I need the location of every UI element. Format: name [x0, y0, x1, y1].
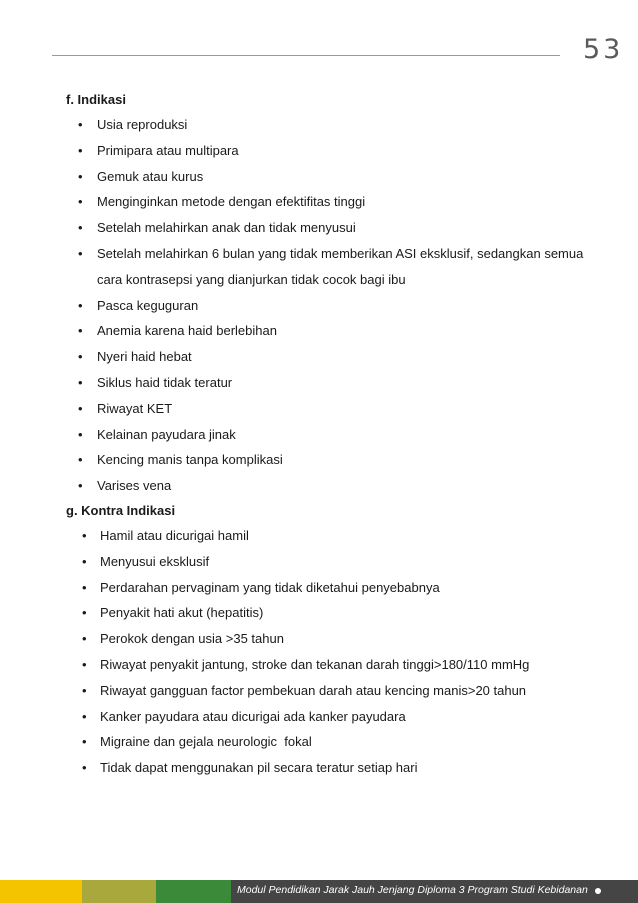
list-item: • Hamil atau dicurigai hamil: [0, 523, 638, 549]
bullet-icon: •: [78, 323, 83, 339]
page-number: 53: [583, 34, 624, 65]
list-item: • Siklus haid tidak teratur: [0, 370, 638, 396]
indikasi-list: [0, 112, 638, 499]
list-item: • Nyeri haid hebat: [0, 344, 638, 370]
list-item: • Perdarahan pervaginam yang tidak diketahui penyebabnya: [0, 575, 638, 601]
list-item: • Perokok dengan usia >35 tahun: [0, 626, 638, 652]
list-item: • Kelainan payudara jinak: [0, 422, 638, 448]
list-item: • Setelah melahirkan 6 bulan yang tidak memberikan ASI eksklusif, sedangkan semua cara kontrasepsi yang dianjurkan tidak cocok bagi ibu: [0, 241, 638, 293]
bullet-icon: •: [82, 528, 87, 543]
bullet-icon: •: [82, 631, 87, 647]
bullet-icon: •: [82, 553, 87, 569]
bullet-icon: •: [78, 349, 83, 365]
section-title-indikasi: f. Indikasi: [66, 92, 126, 107]
bullet-icon: •: [78, 245, 83, 261]
list-item: • Usia reproduksi: [0, 112, 638, 138]
bullet-icon: •: [82, 708, 87, 724]
bullet-icon: •: [82, 605, 87, 621]
footer-color-green: [156, 880, 231, 903]
dot-icon: [595, 888, 601, 894]
list-item: • Tidak dapat menggunakan pil secara teratur setiap hari: [0, 755, 638, 781]
bullet-icon: •: [78, 452, 83, 468]
section-title-kontra-indikasi: g. Kontra Indikasi: [66, 503, 176, 518]
footer-bar: [0, 880, 638, 903]
list-item: • Kencing manis tanpa komplikasi: [0, 447, 638, 473]
list-item: • Gemuk atau kurus: [0, 164, 638, 190]
bullet-icon: •: [82, 656, 87, 672]
bullet-icon: •: [82, 579, 87, 595]
bullet-icon: •: [82, 734, 87, 750]
list-item: • Setelah melahirkan anak dan tidak menyusui: [0, 215, 638, 241]
list-item: • Pasca keguguran: [0, 293, 638, 319]
bullet-icon: •: [78, 117, 83, 132]
list-item: • Menginginkan metode dengan efektifitas tinggi: [0, 189, 638, 215]
list-item: • Anemia karena haid berlebihan: [0, 318, 638, 344]
bullet-icon: •: [78, 297, 83, 313]
list-item: • Menyusui eksklusif: [0, 549, 638, 575]
list-item: • Riwayat penyakit jantung, stroke dan tekanan darah tinggi>180/110 mmHg: [0, 652, 638, 678]
bullet-icon: •: [78, 142, 83, 158]
bullet-icon: •: [78, 478, 83, 494]
list-item: • Riwayat KET: [0, 396, 638, 422]
list-item: • Varises vena: [0, 473, 638, 499]
list-item: • Penyakit hati akut (hepatitis): [0, 600, 638, 626]
bullet-icon: •: [82, 682, 87, 698]
bullet-icon: •: [78, 168, 83, 184]
list-item: • Riwayat gangguan factor pembekuan darah atau kencing manis>20 tahun: [0, 678, 638, 704]
bullet-icon: •: [82, 760, 87, 776]
bullet-icon: •: [78, 374, 83, 390]
footer-color-olive: [82, 880, 156, 903]
bullet-icon: •: [78, 400, 83, 416]
bullet-icon: •: [78, 194, 83, 210]
footer-color-yellow: [0, 880, 82, 903]
list-item: • Migraine dan gejala neurologic fokal: [0, 729, 638, 755]
kontra-indikasi-list: [0, 523, 638, 781]
header-rule: [52, 55, 560, 56]
list-item: • Kanker payudara atau dicurigai ada kanker payudara: [0, 704, 638, 730]
list-item: • Primipara atau multipara: [0, 138, 638, 164]
bullet-icon: •: [78, 220, 83, 236]
footer-text: Modul Pendidikan Jarak Jauh Jenjang Diploma 3 Program Studi Kebidanan: [237, 884, 588, 896]
footer-text-panel: [231, 880, 638, 903]
bullet-icon: •: [78, 426, 83, 442]
